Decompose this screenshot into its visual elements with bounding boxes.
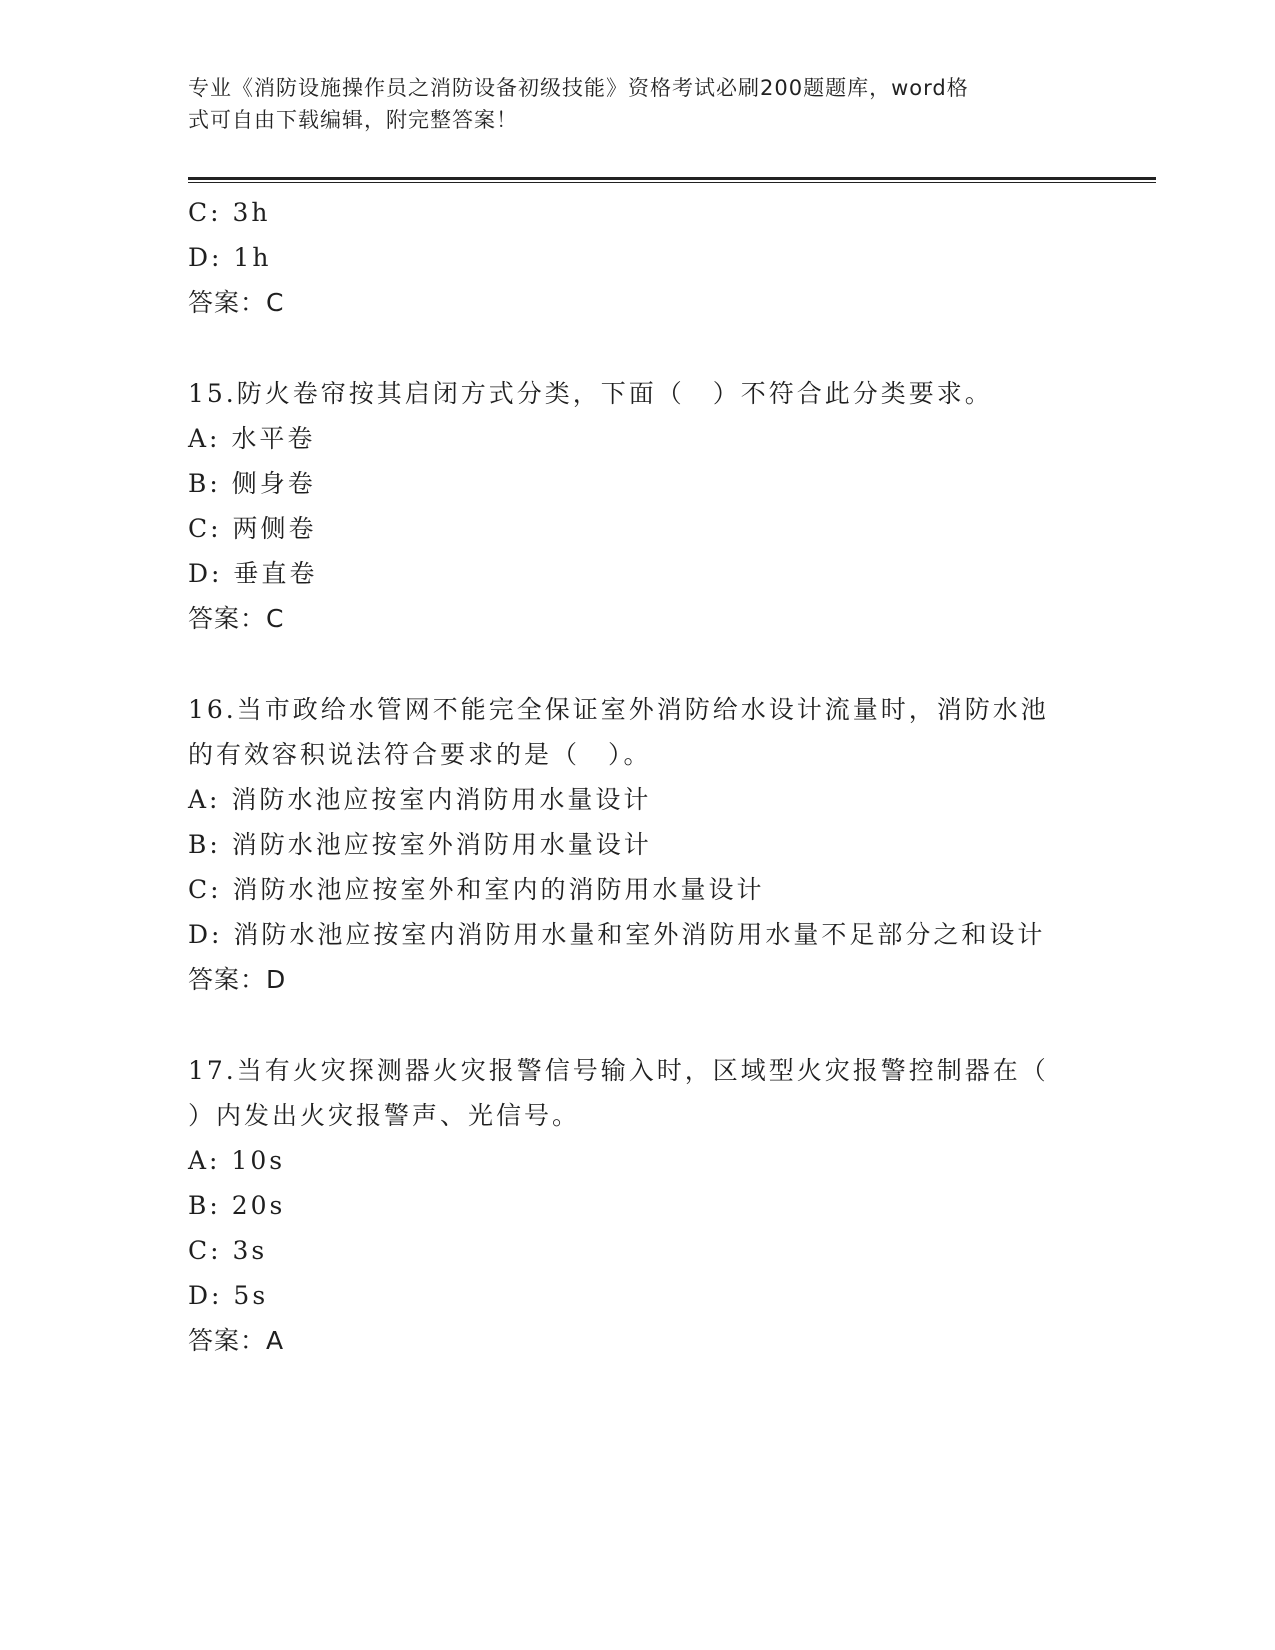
header-line-2: 式可自由下载编辑，附完整答案！: [188, 108, 518, 132]
option-a: A: 10s: [188, 1146, 286, 1175]
option-c: C: 消防水池应按室外和室内的消防用水量设计: [188, 875, 765, 904]
option-b: B: 消防水池应按室外消防用水量设计: [188, 830, 652, 859]
option-b: B: 侧身卷: [188, 469, 316, 498]
header-line-1: 专业《消防设施操作员之消防设备初级技能》资格考试必刷200题题库，word格: [188, 76, 969, 100]
question-14-partial: [188, 190, 1088, 325]
header-divider-thick: [188, 177, 1156, 180]
option-b: B: 20s: [188, 1191, 286, 1220]
option-d: D: 消防水池应按室内消防用水量和室外消防用水量不足部分之和设计: [188, 920, 1046, 949]
document-header: [188, 72, 1088, 136]
header-divider-thin: [188, 182, 1156, 183]
question-stem-line-2: ）内发出火灾报警声、光信号。: [188, 1101, 581, 1130]
answer-line: 答案：A: [188, 1326, 285, 1355]
option-a: A: 水平卷: [188, 424, 316, 453]
answer-line: 答案：D: [188, 965, 287, 994]
option-c: C: 3h: [188, 198, 271, 227]
question-stem-line-1: 17.当有火灾探测器火灾报警信号输入时，区域型火灾报警控制器在（: [188, 1056, 1049, 1085]
option-d: D: 5s: [188, 1281, 269, 1310]
question-16: [188, 687, 1088, 1002]
question-list: [188, 190, 1088, 1363]
question-stem-line-1: 16.当市政给水管网不能完全保证室外消防给水设计流量时，消防水池: [188, 695, 1049, 724]
option-a: A: 消防水池应按室内消防用水量设计: [188, 785, 652, 814]
question-17: [188, 1048, 1088, 1363]
answer-line: 答案：C: [188, 604, 285, 633]
question-stem-line-2: 的有效容积说法符合要求的是（ ）。: [188, 740, 652, 769]
option-d: D: 1h: [188, 243, 272, 272]
question-15: [188, 371, 1088, 641]
question-stem: 15.防火卷帘按其启闭方式分类，下面（ ）不符合此分类要求。: [188, 379, 993, 408]
answer-line: 答案：C: [188, 288, 285, 317]
option-c: C: 3s: [188, 1236, 268, 1265]
option-d: D: 垂直卷: [188, 559, 318, 588]
option-c: C: 两侧卷: [188, 514, 317, 543]
